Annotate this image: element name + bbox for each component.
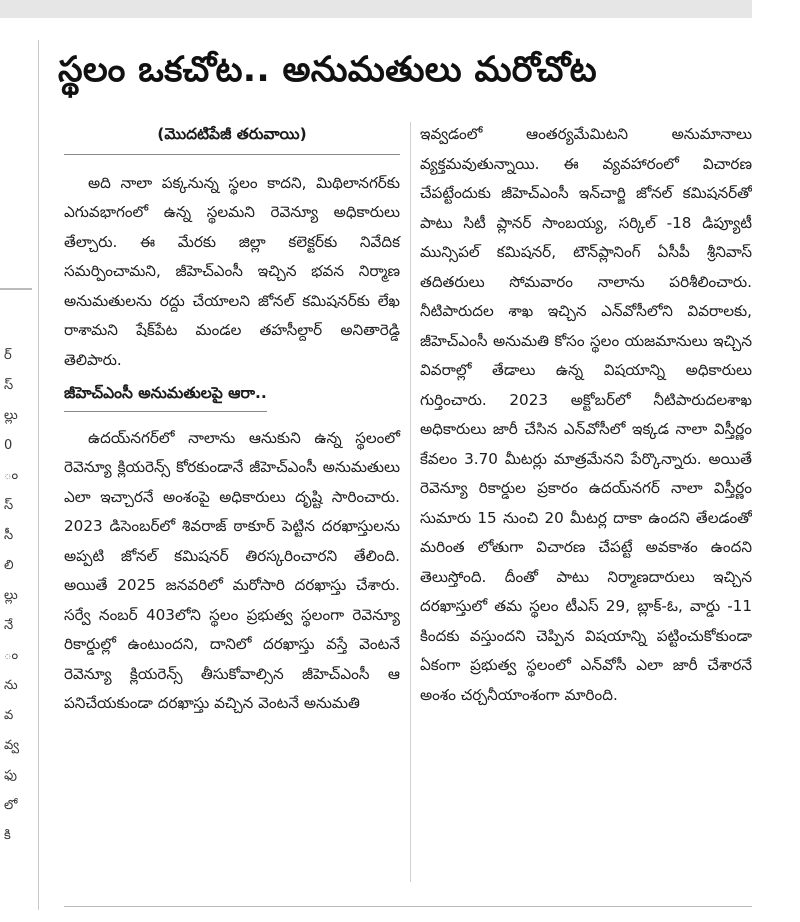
adjacent-column-text-fragment: ం [4,648,19,663]
adjacent-column-text-fragment: ను [4,678,18,693]
adjacent-column-divider [0,288,32,290]
adjacent-column-text-fragment: స్ [4,498,14,513]
article-paragraph-2: ఉదయ్‌నగర్‌లో నాలాను ఆనుకుని ఉన్న స్థలంలో రెవెన్యూ క్లియరెన్స్‌ కోరకుండానే జీహెచ్‌ఎంసీ అనుమతులు ఎలా ఇచ్చారనే అంశంపై అధికారులు దృష్టి సారించారు. 2023 డిసెంబర్‌లో శివరాజ్‌ ఠాకూర్‌ పెట్టిన దరఖాస్తులను అప్పటి జోనల్‌ కమిషనర్‌ తిరస్కరించారని తేలింది. అయితే 2025 జనవరిలో మరోసారి దరఖాస్తు చేశారు. సర్వే నంబర్‌ 403లోని స్థలం ప్రభుత్వ స్థలంగా రెవెన్యూ రికార్డుల్లో ఉంటుందని, దానిలో దరఖాస్తు వస్తే వెంటనే రెవెన్యూ క్లియరెన్స్‌ తీసుకోవాల్సిన జీహెచ్‌ఎంసీ ఆ పనిచేయకుండా దరఖాస్తు వచ్చిన వెంటనే అనుమతి [64,428,400,712]
adjacent-column-text-fragment: వ [4,708,14,723]
adjacent-column-text-fragment: ఫు [4,768,17,783]
adjacent-column-text-fragment: కి [4,828,11,843]
adjacent-column-text-fragment: వ్వ [4,738,20,753]
adjacent-column-text-fragment: ం [4,468,19,483]
article-subheading: జీహెచ్‌ఎంసీ అనుమతులపై ఆరా.. [64,379,267,412]
column-separator-rule [38,40,39,910]
adjacent-column-text-fragment: నే [4,618,14,633]
article-right-column [420,120,752,710]
adjacent-column-fragment [0,40,32,922]
right-margin [752,0,800,922]
article-column-divider [410,122,411,882]
article-headline: స్థలం ఒకచోట.. అనుమతులు మరోచోట [58,50,597,90]
adjacent-column-text-fragment: సీ [4,528,14,543]
article-paragraph-3: ఇవ్వడంలో ఆంతర్యమేమిటని అనుమానాలు వ్యక్తమవుతున్నాయి. ఈ వ్యవహారంలో విచారణ చేపట్టేందుకు జీహెచ్‌ఎంసీ ఇన్‌చార్జి జోనల్‌ కమిషనర్‌తో పాటు సిటీ ప్లానర్‌ సాంబయ్య, సర్కిల్‌ -18 డిప్యూటీ మున్సిపల్‌ కమిషనర్‌, టౌన్‌ప్లానింగ్‌ ఏసీపీ శ్రీనివాస్‌ తదితరులు సోమవారం నాలాను పరిశీలించారు. నీటిపారుదల శాఖ ఇచ్చిన ఎన్‌వోసీలోని వివరాలకు, జీహెచ్‌ఎంసీ అనుమతి కోసం స్థలం యజమానులు ఇచ్చిన వివరాల్లో తేడాలు ఉన్న విషయాన్ని అధికారులు గుర్తించారు. 2023 అక్టోబర్‌లో నీటిపారుదలశాఖ అధికారులు జారీ చేసిన ఎన్‌వోసీలో ఇక్కడ నాలా విస్తీర్ణం కేవలం 3.70 మీటర్లు మాత్రమేనని పేర్కొన్నారు. అయితే రెవెన్యూ రికార్డుల ప్రకారం ఉదయ్‌నగర్‌ నాలా విస్తీర్ణం సుమారు 15 నుంచి 20 మీటర్ల దాకా ఉందని తేలడంతో మరింత లోతుగా విచారణ చేపట్టే అవకాశం ఉందని తెలుస్తోంది. దీంతో పాటు నిర్మాణదారులు ఇచ్చిన దరఖాస్తులో తమ స్థలం టీఎస్‌ 29, బ్లాక్‌-ఓ, వార్డు -11 కిందకు వస్తుందని చెప్పిన విషయాన్ని పట్టించుకోకుండా ఏకంగా ప్రభుత్వ స్థలంలో ఎన్‌వోసీ ఎలా జారీ చేశారనే అంశం చర్చనీయాంశంగా మారింది. [420,125,752,704]
adjacent-column-text-fragment: ల్లు [4,588,18,603]
adjacent-column-text-fragment: ల్లు [4,408,18,423]
article-paragraph-1: అది నాలా పక్కనున్న స్థలం కాదని, మిథిలానగర్‌కు ఎగువభాగంలో ఉన్న స్థలమని రెవెన్యూ అధికారులు తేల్చారు. ఈ మేరకు జిల్లా కలెక్టర్‌కు నివేదిక సమర్పించామని, జీహెచ్‌ఎంసీ ఇచ్చిన భవన నిర్మాణ అనుమతులను రద్దు చేయాలని జోనల్‌ కమిషనర్‌కు లేఖ రాశామని షేక్‌పేట మండల తహసీల్దార్‌ అనితారెడ్డి తెలిపారు. [64,173,400,369]
adjacent-column-text-fragment: 0 [4,438,13,453]
article-left-column [64,120,400,719]
top-gray-band [0,0,752,18]
adjacent-column-text-fragment: లో [4,798,18,813]
continued-from-front-page-label: (మొదటిపేజీ తరువాయి) [64,120,400,155]
bottom-rule [64,906,752,907]
adjacent-column-text-fragment: స్ [4,378,14,393]
adjacent-column-text-fragment: ర్ [4,348,12,363]
adjacent-column-text-fragment: లి [4,558,14,573]
